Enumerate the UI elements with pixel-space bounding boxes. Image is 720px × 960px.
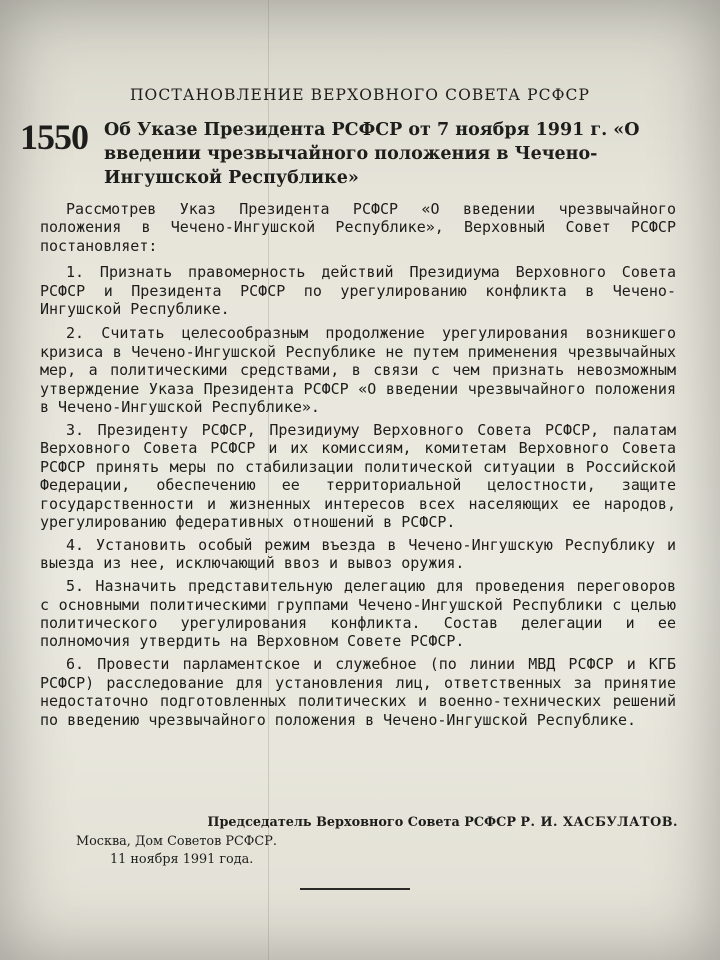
bottom-divider: [300, 888, 410, 890]
decree-number: 1550: [20, 117, 88, 157]
signature-title: Председатель Верховного Совета РСФСР: [207, 815, 516, 830]
decree-point-3: 3. Президенту РСФСР, Президиуму Верховного Совета РСФСР, палатам Верховного Совета РСФСР и их комиссиям, комитетам Верховного Совета РСФСР принять меры по стабилизации политической ситуации в Российской Федерации, обеспечению ее территориальной целостности, защите государственности и жизненных интересов всех населяющих ее народов, урегулированию федеративных отношений в РСФСР.: [40, 420, 676, 531]
decree-intro: Рассмотрев Указ Президента РСФСР «О введении чрезвычайного положения в Чечено-Ингушской Республике», Верховный Совет РСФСР постановляет:: [40, 200, 676, 255]
signature-name: Р. И. ХАСБУЛАТОВ.: [520, 815, 678, 830]
decree-body: [40, 200, 676, 733]
decree-point-2: 2. Считать целесообразным продолжение урегулирования возникшего кризиса в Чечено-Ингушской Республике не путем применения чрезвычайных мер, а политическими средствами, в связи с чем признать невозможным утверждение Указа Президента РСФСР «О введении чрезвычайного положения в Чечено-Ингушской Республике».: [40, 324, 676, 417]
decree-title: Об Указе Президента РСФСР от 7 ноября 1991 г. «О введении чрезвычайного положения в Чечено-Ингушской Республике»: [104, 120, 640, 188]
signature-block: [207, 815, 678, 830]
decree-point-6: 6. Провести парламентское и служебное (по линии МВД РСФСР и КГБ РСФСР) расследование для установления лиц, ответственных за принятие недостаточно подготовленных политических и военно-технических решений по введению чрезвычайного положения в Чечено-Ингушской Республике.: [40, 655, 676, 729]
decree-point-5: 5. Назначить представительную делегацию для проведения переговоров с основными политическими группами Чечено-Ингушской Республики с целью политического урегулирования конфликта. Состав делегации и ее полномочия утвердить на Верховном Совете РСФСР.: [40, 577, 676, 651]
signing-place: Москва, Дом Советов РСФСР.: [76, 834, 277, 849]
signing-date: 11 ноября 1991 года.: [110, 852, 254, 867]
decree-point-1: 1. Признать правомерность действий Президиума Верховного Совета РСФСР и Президента РСФСР по урегулированию конфликта в Чечено-Ингушской Республике.: [40, 263, 676, 319]
document-header: ПОСТАНОВЛЕНИЕ ВЕРХОВНОГО СОВЕТА РСФСР: [129, 86, 591, 104]
decree-point-4: 4. Установить особый режим въезда в Чечено-Ингушскую Республику и выезда из нее, исключающий ввоз и вывоз оружия.: [40, 535, 676, 573]
